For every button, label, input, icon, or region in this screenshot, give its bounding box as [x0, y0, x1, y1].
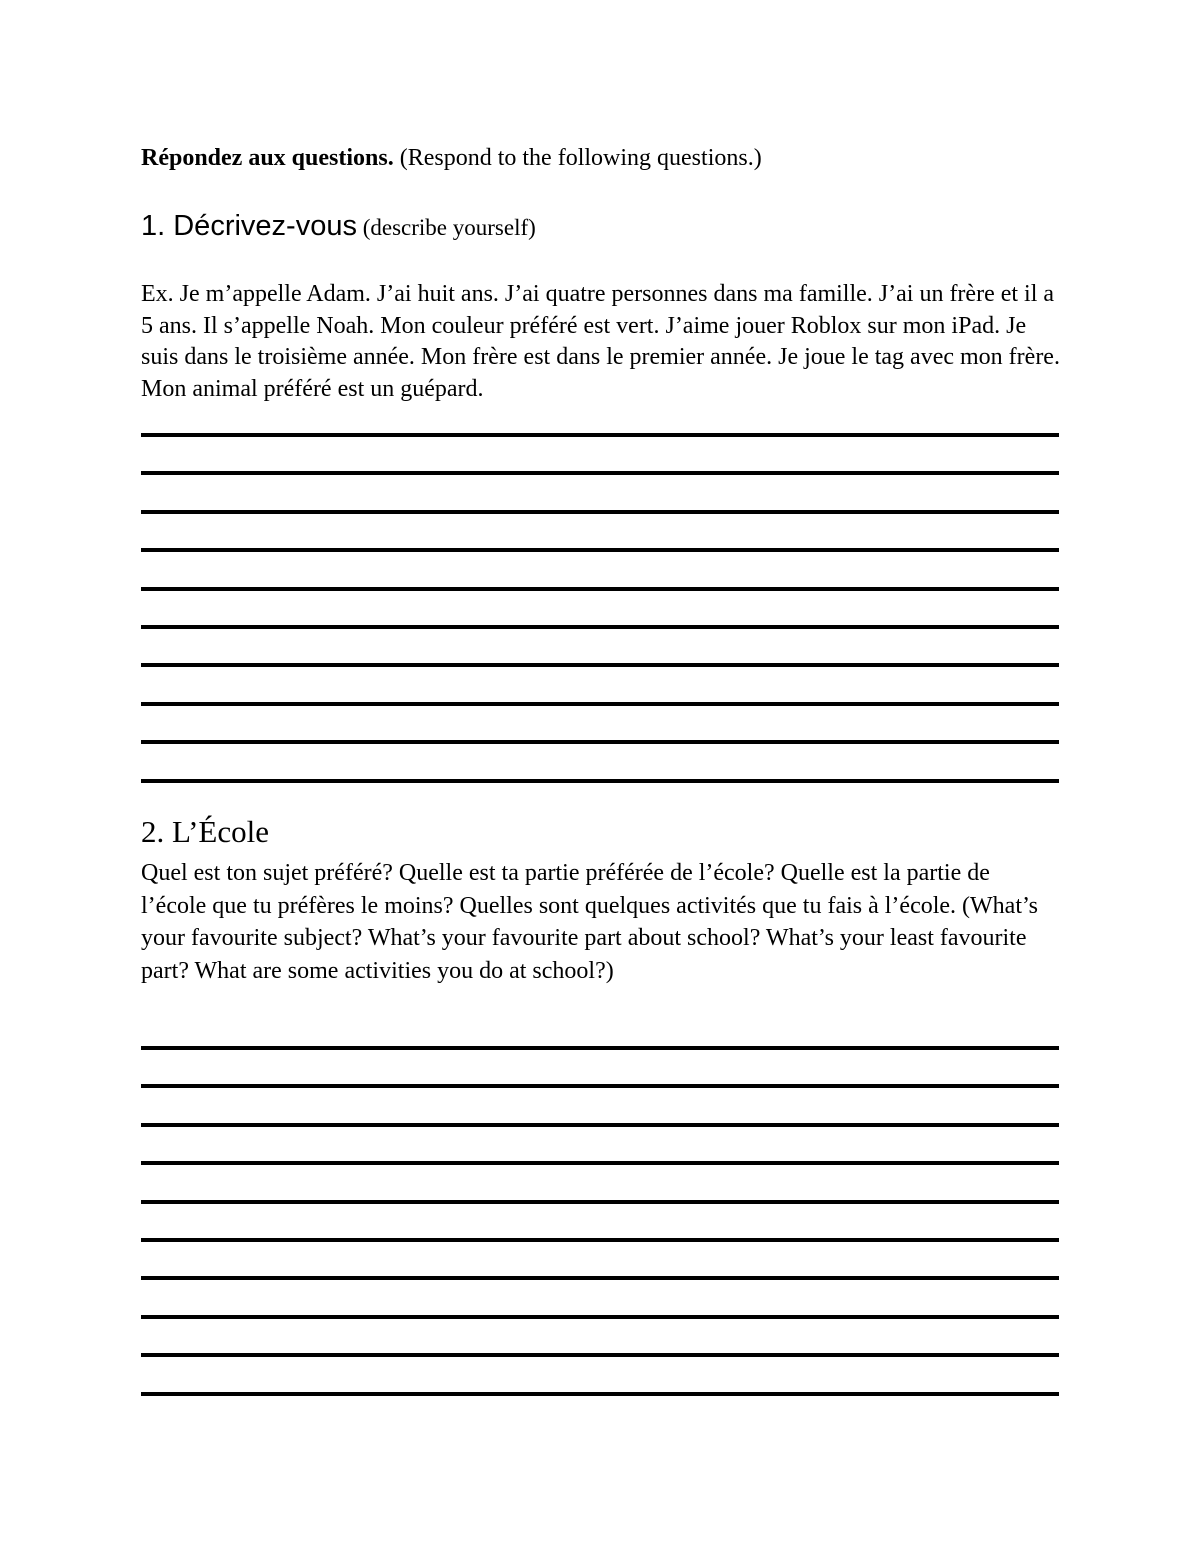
instructions-translation: (Respond to the following questions.): [393, 145, 762, 171]
answer-line[interactable]: [141, 548, 1059, 552]
answer-line[interactable]: [141, 1276, 1059, 1280]
answer-line[interactable]: [141, 433, 1059, 437]
question-1-example: Ex. Je m’appelle Adam. J’ai huit ans. J’ai quatre personnes dans ma famille. J’ai un frère et il a 5 ans. Il s’appelle Noah. Mon couleur préféré est vert. J’aime jouer Roblox sur mon iPad. Je suis dans le troisième année. Mon frère est dans le premier année. Je joue le tag avec mon frère. Mon animal préféré est un guépard.: [141, 281, 1060, 402]
answer-line[interactable]: [141, 779, 1059, 783]
answer-line[interactable]: [141, 471, 1059, 475]
question-2-prompt: Quel est ton sujet préféré? Quelle est ta partie préférée de l’école? Quelle est la partie de l’école que tu préfères le moins? Quelles sont quelques activités que tu fais à l’école. (What’s your favourite subject? What’s your favourite part about school? What’s your least favourite part? What are some activities you do at school?): [141, 860, 1039, 984]
answer-line[interactable]: [141, 1315, 1059, 1319]
answer-line[interactable]: [141, 625, 1059, 629]
instructions: [141, 142, 1061, 174]
question-1-title: 1. Décrivez-vous: [141, 210, 357, 242]
answer-line[interactable]: [141, 587, 1059, 591]
answer-line[interactable]: [141, 1123, 1059, 1127]
question-2-title: 2. L’École: [141, 814, 269, 849]
answer-line[interactable]: [141, 740, 1059, 744]
question-2-heading: [141, 814, 1061, 850]
question-1-answer-lines[interactable]: [141, 433, 1059, 783]
answer-line[interactable]: [141, 1084, 1059, 1088]
answer-line[interactable]: [141, 702, 1059, 706]
answer-line[interactable]: [141, 1353, 1059, 1357]
instructions-bold: Répondez aux questions.: [141, 145, 394, 171]
answer-line[interactable]: [141, 663, 1059, 667]
question-1-translation: (describe yourself): [356, 215, 536, 240]
answer-line[interactable]: [141, 1200, 1059, 1204]
question-2-answer-lines[interactable]: [141, 1046, 1059, 1396]
answer-line[interactable]: [141, 1046, 1059, 1050]
answer-line[interactable]: [141, 1161, 1059, 1165]
answer-line[interactable]: [141, 1392, 1059, 1396]
answer-line[interactable]: [141, 1238, 1059, 1242]
question-1-heading: [141, 210, 1061, 243]
answer-line[interactable]: [141, 510, 1059, 514]
